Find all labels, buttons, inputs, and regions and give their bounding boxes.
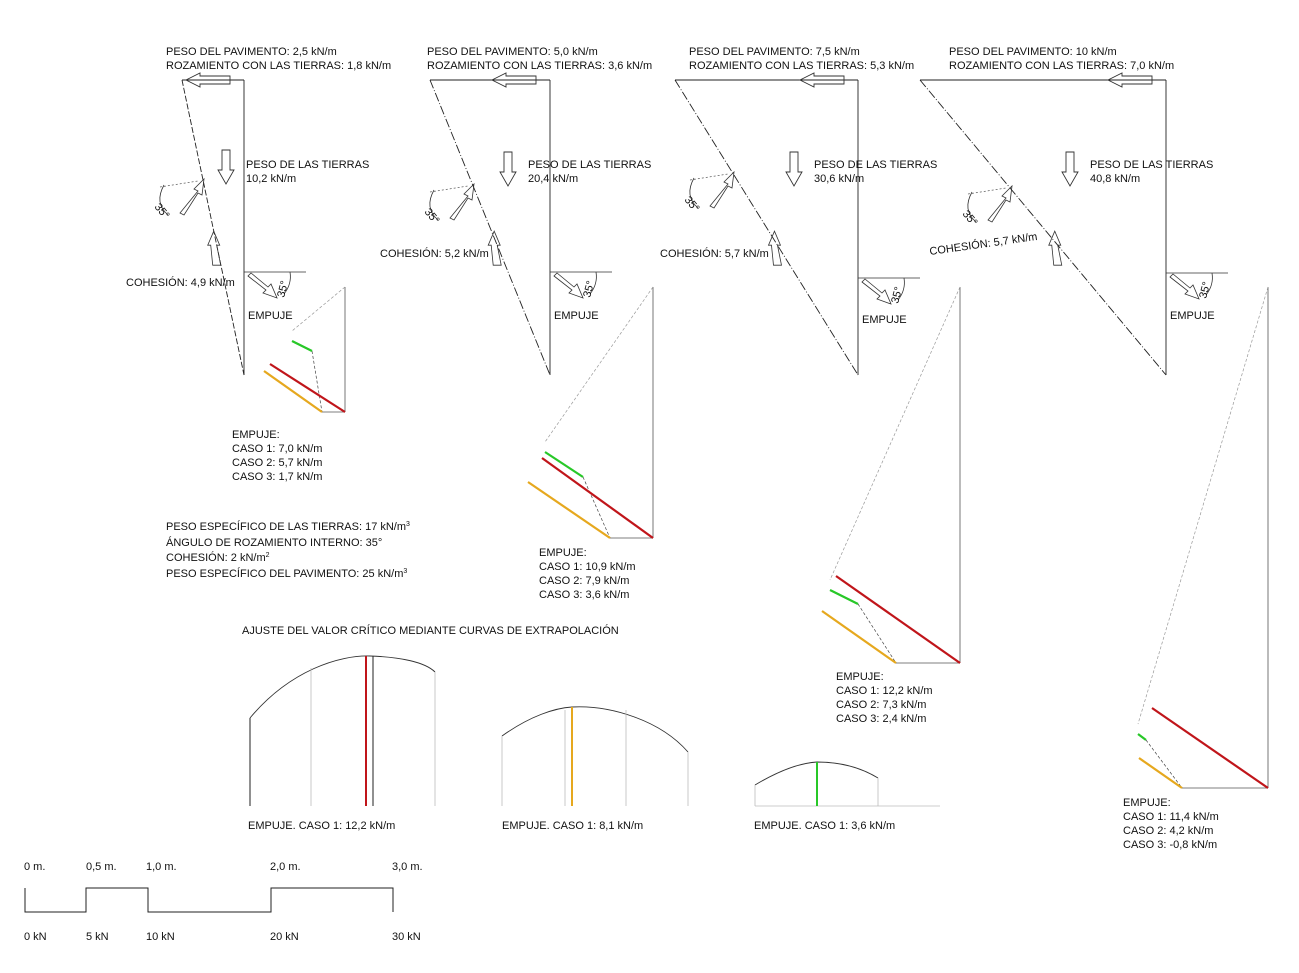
cohesion-text: COHESIÓN: 2 $kN/m^2$ <box>166 552 270 564</box>
case2-line-4 <box>1138 734 1146 740</box>
friction-4: ROZAMIENTO CON LAS TIERRAS: 7,0 kN/m <box>949 60 1175 72</box>
scale-bar <box>24 861 423 943</box>
force-hypotenuse-4 <box>1138 287 1268 724</box>
angle-label-2: 35° <box>421 206 442 227</box>
angle-label-1: 35° <box>151 201 172 222</box>
thrust-label-4: EMPUJE <box>1170 310 1215 322</box>
angle-ray-4 <box>968 188 1006 194</box>
result-title-4: EMPUJE: <box>1123 797 1171 809</box>
result-case1-2: CASO 1: 10,9 kN/m <box>539 561 636 573</box>
extrapolation-curve-2 <box>502 707 688 832</box>
soil-weight-value-4: 40,8 kN/m <box>1090 173 1141 185</box>
thrust-arrow-1 <box>248 273 277 298</box>
pavement-weight-1: PESO DEL PAVIMENTO: 2,5 kN/m <box>166 46 337 58</box>
scale-force-tick-2: 10 kN <box>146 931 175 943</box>
panel-4 <box>920 46 1268 851</box>
pavement-weight-3: PESO DEL PAVIMENTO: 7,5 kN/m <box>689 46 860 58</box>
soil-weight-value-2: 20,4 kN/m <box>528 173 579 185</box>
pavement-weight-4: PESO DEL PAVIMENTO: 10 kN/m <box>949 46 1117 58</box>
soil-weight-arrow-4 <box>1062 152 1078 186</box>
failure-plane-3 <box>675 80 858 375</box>
angle-ray-3 <box>690 174 728 180</box>
thrust-label-1: EMPUJE <box>248 310 293 322</box>
panel-1 <box>126 46 391 483</box>
scale-length-tick-3: 2,0 m. <box>270 861 301 873</box>
force-closing-4 <box>1146 740 1182 788</box>
extrapolation-curve-3 <box>754 762 940 832</box>
force-hypotenuse-3 <box>830 287 960 580</box>
result-title-2: EMPUJE: <box>539 547 587 559</box>
thrust-arrow-2 <box>554 273 583 298</box>
cohesion-label-4: COHESIÓN: 5,7 kN/m <box>928 230 1039 258</box>
extrapolation-label-1: EMPUJE. CASO 1: 12,2 kN/m <box>248 820 396 832</box>
reaction-arrow-2 <box>450 184 474 220</box>
thrust-label-3: EMPUJE <box>862 314 907 326</box>
case1-line-3 <box>836 576 960 663</box>
scale-force-tick-1: 5 kN <box>86 931 109 943</box>
result-case3-1: CASO 3: 1,7 kN/m <box>232 471 323 483</box>
result-title-3: EMPUJE: <box>836 671 884 683</box>
cohesion-label-1: COHESIÓN: 4,9 kN/m <box>126 277 235 289</box>
friction-1: ROZAMIENTO CON LAS TIERRAS: 1,8 kN/m <box>166 60 392 72</box>
angle-label-4: 35° <box>959 208 980 229</box>
case1-line-4 <box>1152 708 1268 788</box>
result-case3-4: CASO 3: -0,8 kN/m <box>1123 839 1218 851</box>
scale-length-tick-1: 0,5 m. <box>86 861 117 873</box>
failure-plane-4 <box>920 80 1166 375</box>
thrust-arrow-4 <box>1170 274 1199 299</box>
extrapolation-curve-1 <box>248 656 435 832</box>
case2-line-1 <box>292 341 312 351</box>
soil-weight-value-1: 10,2 kN/m <box>246 173 297 185</box>
result-case3-2: CASO 3: 3,6 kN/m <box>539 589 630 601</box>
result-case2-2: CASO 2: 7,9 kN/m <box>539 575 630 587</box>
cohesion-arrow-2 <box>488 231 501 265</box>
angle-ray-1 <box>160 181 198 187</box>
thrust-arrow-3 <box>862 279 891 304</box>
soil-weight-arrow-3 <box>786 152 802 186</box>
reaction-arrow-3 <box>710 172 734 208</box>
soil-weight-arrow-1 <box>218 150 234 184</box>
result-case2-3: CASO 2: 7,3 kN/m <box>836 699 927 711</box>
scale-length-tick-4: 3,0 m. <box>392 861 423 873</box>
result-case1-4: CASO 1: 11,4 kN/m <box>1123 811 1219 823</box>
case3-line-4 <box>1139 758 1182 788</box>
pavement-weight-2: PESO DEL PAVIMENTO: 5,0 kN/m <box>427 46 598 58</box>
panel-3 <box>660 46 960 725</box>
result-case3-3: CASO 3: 2,4 kN/m <box>836 713 927 725</box>
scale-length-tick-2: 1,0 m. <box>146 861 177 873</box>
angle-label-3: 35° <box>681 194 702 215</box>
case1-line-1 <box>270 364 345 412</box>
result-case1-3: CASO 1: 12,2 kN/m <box>836 685 933 697</box>
scale-force-tick-0: 0 kN <box>24 931 47 943</box>
soil-weight-value-3: 30,6 kN/m <box>814 173 865 185</box>
extrapolation-label-2: EMPUJE. CASO 1: 8,1 kN/m <box>502 820 644 832</box>
reaction-arrow-1 <box>180 179 204 215</box>
soil-weight-label-4: PESO DE LAS TIERRAS <box>1090 159 1214 171</box>
failure-plane-2 <box>430 80 550 375</box>
thrust-angle-label-4: 35° <box>1197 280 1214 300</box>
soil-weight-label-1: PESO DE LAS TIERRAS <box>246 159 370 171</box>
thrust-angle-label-3: 35° <box>889 285 906 305</box>
thrust-angle-label-2: 35° <box>581 279 598 299</box>
cohesion-label-3: COHESIÓN: 5,7 kN/m <box>660 248 769 260</box>
friction-3: ROZAMIENTO CON LAS TIERRAS: 5,3 kN/m <box>689 60 915 72</box>
angle-ray-2 <box>430 186 468 192</box>
extrapolation-title: AJUSTE DEL VALOR CRÍTICO MEDIANTE CURVAS DE EXTRAPOLACIÓN <box>242 625 619 637</box>
soil-weight-label-2: PESO DE LAS TIERRAS <box>528 159 652 171</box>
scale-length-tick-0: 0 m. <box>24 861 46 873</box>
panel-2 <box>380 46 653 601</box>
unit-weight-text: PESO ESPECÍFICO DE LAS TIERRAS: 17 $kN/m^3$ <box>166 521 410 533</box>
pavement-unit-weight-text: PESO ESPECÍFICO DEL PAVIMENTO: 25 $kN/m^3$ <box>166 568 408 580</box>
scale-force-tick-3: 20 kN <box>270 931 299 943</box>
thrust-label-2: EMPUJE <box>554 310 599 322</box>
scale-force-tick-4: 30 kN <box>392 931 421 943</box>
case3-line-3 <box>822 611 896 663</box>
case1-line-2 <box>542 458 653 538</box>
soil-weight-arrow-2 <box>500 152 516 186</box>
thrust-angle-label-1: 35° <box>275 279 292 299</box>
result-case1-1: CASO 1: 7,0 kN/m <box>232 443 323 455</box>
failure-plane-1 <box>182 80 244 375</box>
reaction-arrow-4 <box>988 186 1012 222</box>
friction-2: ROZAMIENTO CON LAS TIERRAS: 3,6 kN/m <box>427 60 653 72</box>
cohesion-arrow-1 <box>208 231 221 265</box>
force-closing-1 <box>312 351 322 412</box>
result-case2-4: CASO 2: 4,2 kN/m <box>1123 825 1214 837</box>
result-title-1: EMPUJE: <box>232 429 280 441</box>
result-case2-1: CASO 2: 5,7 kN/m <box>232 457 323 469</box>
soil-properties <box>166 520 410 580</box>
extrapolation-label-3: EMPUJE. CASO 1: 3,6 kN/m <box>754 820 896 832</box>
cohesion-label-2: COHESIÓN: 5,2 kN/m <box>380 248 489 260</box>
force-hypotenuse-1 <box>292 287 345 331</box>
friction-angle-text: ÁNGULO DE ROZAMIENTO INTERNO: 35° <box>166 537 383 549</box>
case2-line-3 <box>830 590 858 604</box>
soil-weight-label-3: PESO DE LAS TIERRAS <box>814 159 938 171</box>
